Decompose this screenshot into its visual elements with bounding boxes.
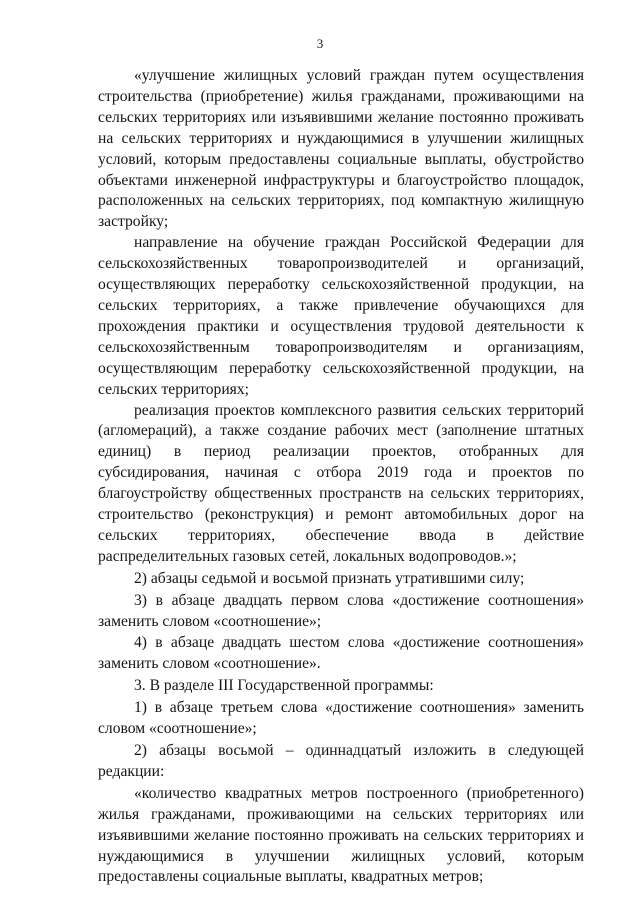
paragraph-item-4-replace: 4) в абзаце двадцать шестом слова «достижение соотношения» заменить словом «соотношение». [98, 634, 584, 673]
paragraph-housing-improvement: «улучшение жилищных условий граждан путем осуществления строительства (приобретение) жилья гражданами, проживающими на сельских территориях или изъявившими желание постоянно проживать на сельских территориях и нуждающимися в улучшении жилищных условий, которым предоставлены социальные выплаты, обустройство объектами инженерной инфраструктуры и благоустройство площадок, расположенных на сельских территориях, под компактную жилищную застройку; [98, 67, 584, 231]
paragraph-section-3-item-1: 1) в абзаце третьем слова «достижение соотношения» заменить словом «соотношение»; [98, 699, 584, 738]
paragraph-item-2-repeal: 2) абзацы седьмой и восьмой признать утратившими силу; [134, 569, 525, 587]
document-body [98, 66, 584, 888]
paragraph-housing-quantity: «количество квадратных метров построенного (приобретенного) жилья гражданами, проживающими на сельских территориях или изъявившими желание постоянно проживать на сельских территориях и нуждающимися в улучшении жилищных условий, которым предоставлены социальные выплаты, квадратных метров; [98, 784, 584, 886]
paragraph-item-3-replace: 3) в абзаце двадцать первом слова «достижение соотношения» заменить словом «соотношение»; [98, 591, 584, 630]
paragraph-section-3-heading: 3. В разделе III Государственной программы: [134, 677, 434, 695]
paragraph-training-direction: направление на обучение граждан Российской Федерации для сельскохозяйственных товаропроизводителей и организаций, осуществляющих переработку сельскохозяйственной продукции, на сельских территориях, а также привлечение обучающихся для прохождения практики и осуществления трудовой деятельности к сельскохозяйственным товаропроизводителям и организациям, осуществляющим переработку сельскохозяйственной продукции, на сельских территориях; [98, 234, 584, 398]
paragraph-development-projects: реализация проектов комплексного развития сельских территорий (агломераций), а также создание рабочих мест (заполнение штатных единиц) в период реализации проектов, отобранных для субсидирования, начиная с отбора 2019 года и проектов по благоустройству общественных пространств на сельских территориях, строительство (реконструкция) и ремонт автомобильных дорог на сельских территориях, обеспечение ввода в действие распределительных газовых сетей, локальных водопроводов.»; [98, 401, 584, 565]
page-number: 3 [316, 36, 324, 51]
paragraph-section-3-item-2: 2) абзацы восьмой – одиннадцатый изложить в следующей редакции: [98, 742, 584, 780]
